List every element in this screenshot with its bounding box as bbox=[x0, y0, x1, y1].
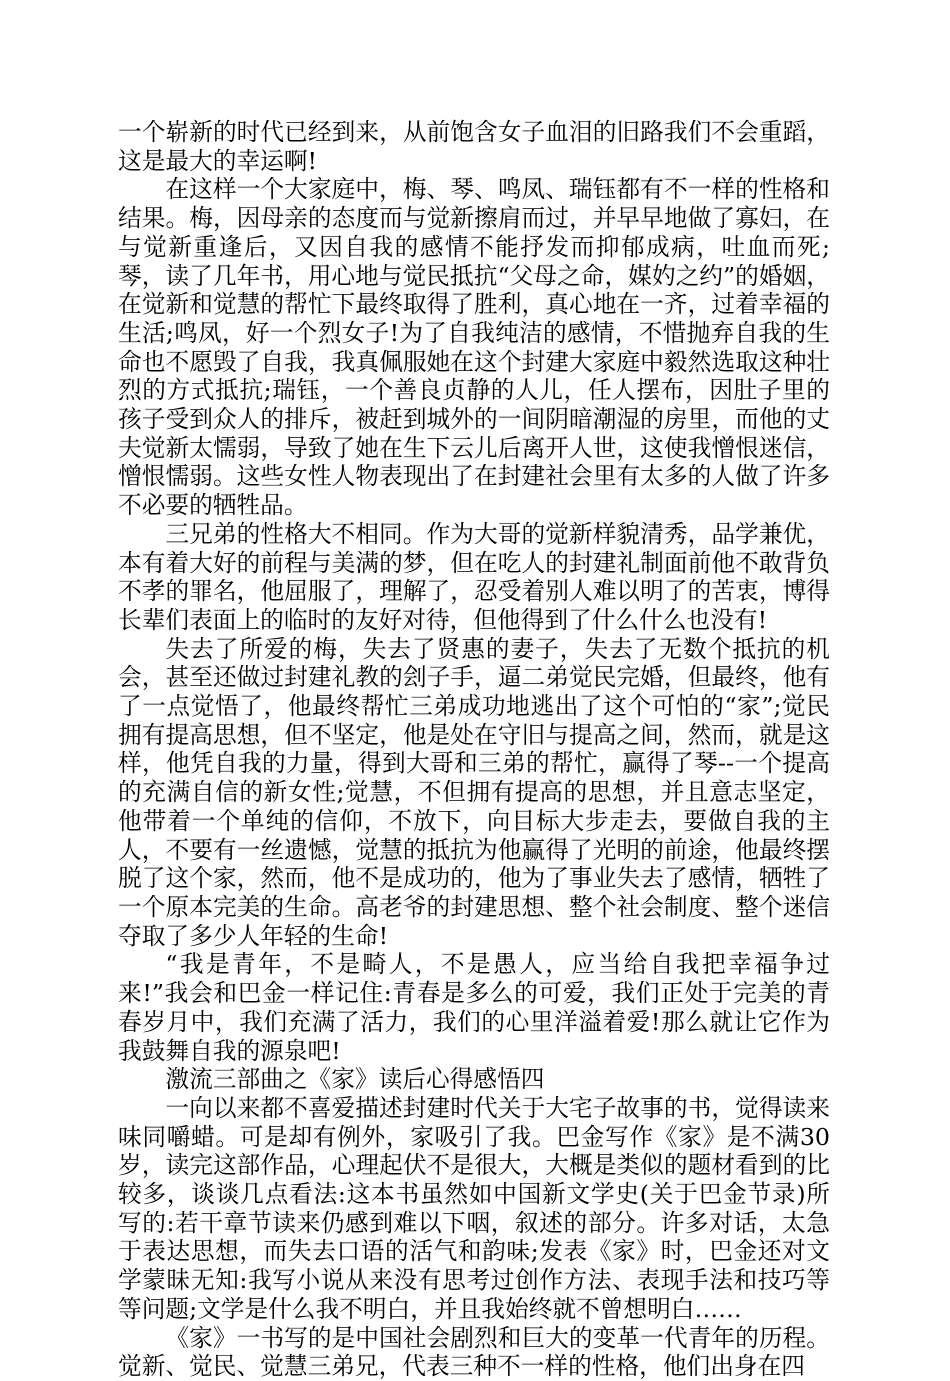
paragraph-5: “我是青年，不是畸人，不是愚人，应当给自我把幸福争过来!”我会和巴金一样记住:青春是多么的可爱，我们正处于完美的青春岁月中，我们充满了活力，我们的心里洋溢着爱!那么就让它作为我鼓舞自我的源泉吧! bbox=[118, 950, 830, 1065]
paragraph-6: 一向以来都不喜爱描述封建时代关于大宅子故事的书，觉得读来味同嚼蜡。可是却有例外，家吸引了我。巴金写作《家》是不满30岁，读完这部作品，心理起伏不是很大，大概是类似的题材看到的比较多，谈谈几点看法:这本书虽然如中国新文学史(关于巴金节录)所写的:若干章节读来仍感到难以下咽，叙述的部分。许多对话，太急于表达思想，而失去口语的活气和韵味;发表《家》时，巴金还对文学蒙昧无知:我写小说从来没有思考过创作方法、表现手法和技巧等等问题;文学是什么我不明白，并且我始终就不曾想明白…… bbox=[118, 1093, 830, 1323]
section-heading: 激流三部曲之《家》读后心得感悟四 bbox=[165, 1065, 545, 1094]
paragraph-1: 一个崭新的时代已经到来，从前饱含女子血泪的旧路我们不会重蹈，这是最大的幸运啊! bbox=[118, 118, 830, 175]
paragraph-3: 三兄弟的性格大不相同。作为大哥的觉新样貌清秀，品学兼优，本有着大好的前程与美满的梦，但在吃人的封建礼制面前他不敢背负不孝的罪名，他屈服了，理解了，忍受着别人难以明了的苦衷，博得长辈们表面上的临时的友好对待，但他得到了什么什么也没有! bbox=[118, 519, 830, 634]
paragraph-2: 在这样一个大家庭中，梅、琴、鸣凤、瑞钰都有不一样的性格和结果。梅，因母亲的态度而与觉新擦肩而过，并早早地做了寡妇，在与觉新重逢后，又因自我的感情不能抒发而抑郁成病，吐血而死;琴，读了几年书，用心地与觉民抵抗“父母之命，媒妁之约”的婚姻，在觉新和觉慧的帮忙下最终取得了胜利，真心地在一齐，过着幸福的生活;鸣凤，好一个烈女子!为了自我纯洁的感情，不惜抛弃自我的生命也不愿毁了自我，我真佩服她在这个封建大家庭中毅然选取这种壮烈的方式抵抗;瑞钰，一个善良贞静的人儿，任人摆布，因肚子里的孩子受到众人的排斥，被赶到城外的一间阴暗潮湿的房里，而他的丈夫觉新太懦弱，导致了她在生下云儿后离开人世，这使我憎恨迷信，憎恨懦弱。这些女性人物表现出了在封建社会里有太多的人做了许多不必要的牺牲品。 bbox=[118, 175, 830, 520]
paragraph-4: 失去了所爱的梅，失去了贤惠的妻子，失去了无数个抵抗的机会，甚至还做过封建礼教的刽子手，逼二弟觉民完婚，但最终，他有了一点觉悟了，他最终帮忙三弟成功地逃出了这个可怕的“家”;觉民拥有提高思想，但不坚定，他是处在守旧与提高之间，然而，就是这样，他凭自我的力量，得到大哥和三弟的帮忙，赢得了琴--一个提高的充满自信的新女性;觉慧，不但拥有提高的思想，并且意志坚定，他带着一个单纯的信仰，不放下，向目标大步走去，要做自我的主人，不要有一丝遗憾，觉慧的抵抗为他赢得了光明的前途，他最终摆脱了这个家，然而，他不是成功的，他为了事业失去了感情，牺牲了一个原本完美的生命。高老爷的封建思想、整个社会制度、整个迷信夺取了多少人年轻的生命! bbox=[118, 634, 830, 950]
paragraph-7: 《家》一书写的是中国社会剧烈和巨大的变革一代青年的历程。觉新、觉民、觉慧三弟兄，代表三种不一样的性格，他们出身在四 bbox=[118, 1323, 830, 1381]
document-page bbox=[118, 118, 830, 1381]
